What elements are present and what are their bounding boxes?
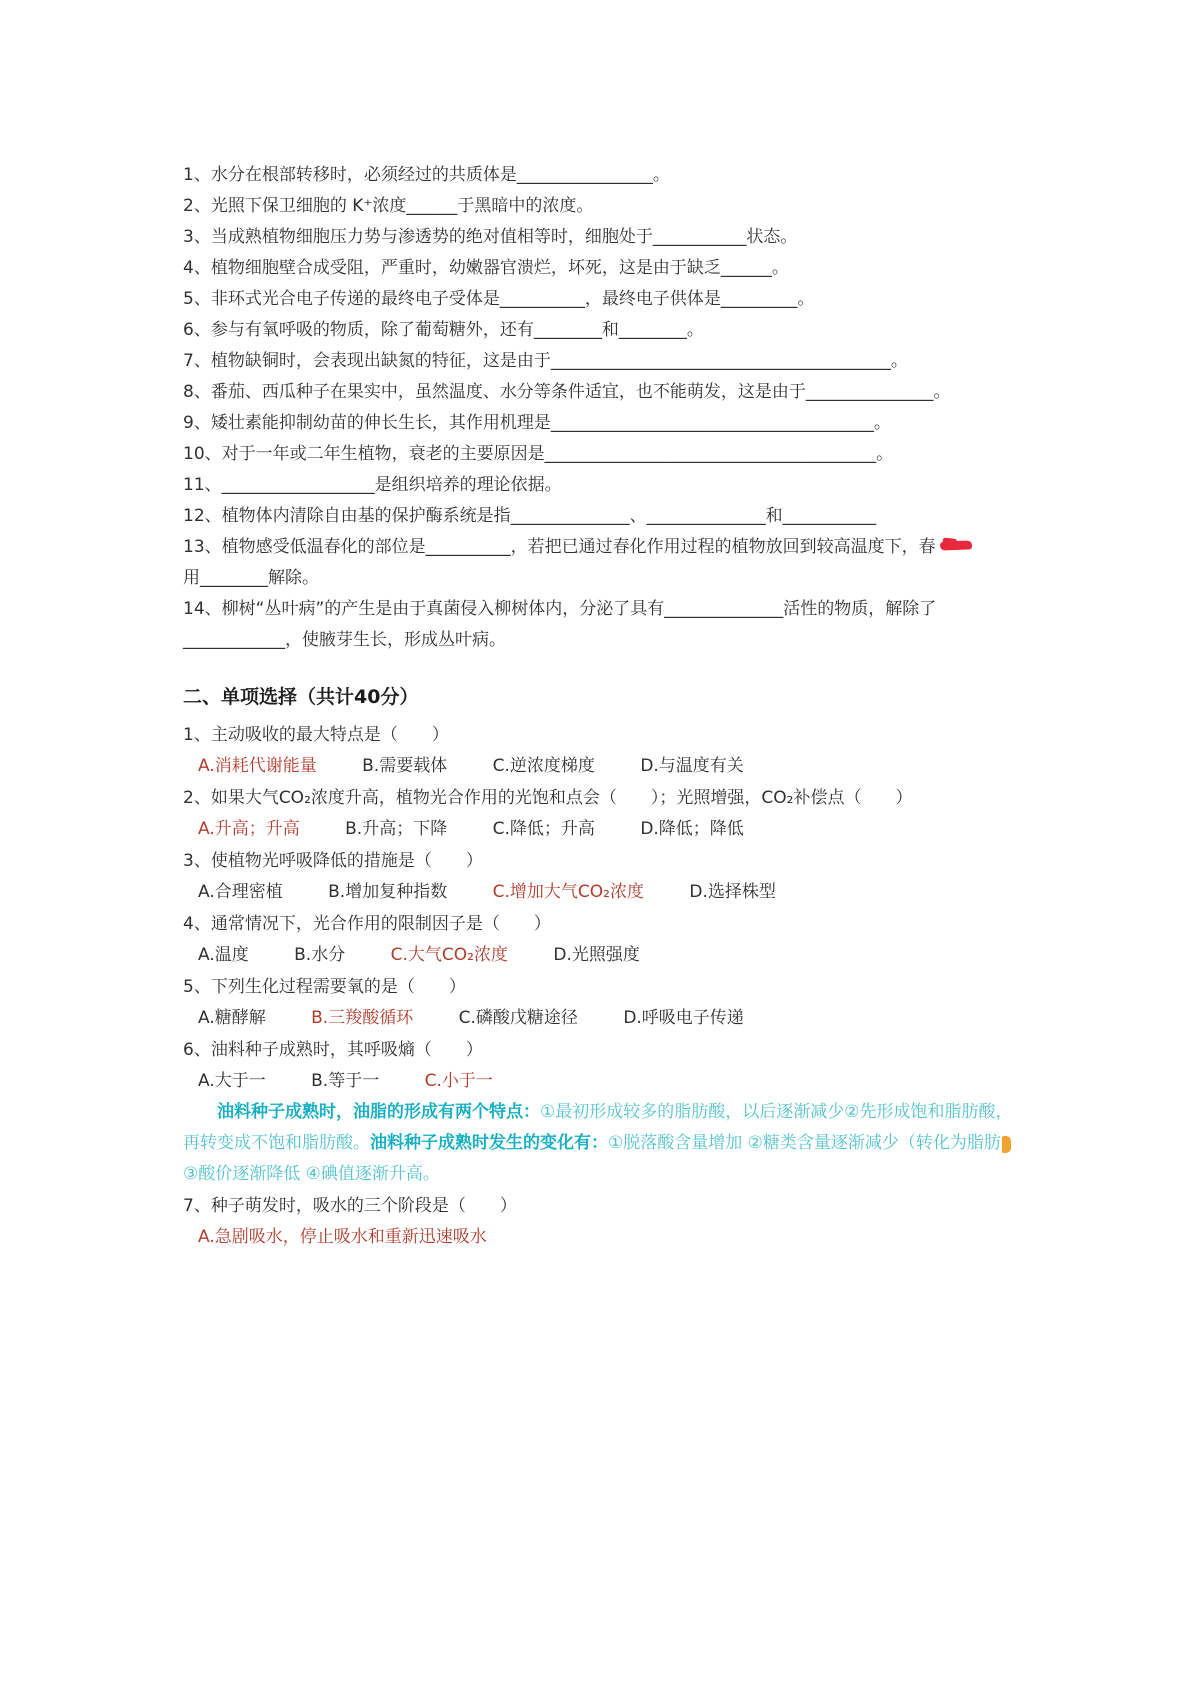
mc-q6-option-c: C.小于一: [424, 1071, 493, 1091]
note-body-3: ①脱落酸含量增加 ②糖类含量逐渐减少（转化为脂肪: [608, 1133, 1001, 1153]
mc-q4-option-b: B.水分: [294, 945, 346, 965]
mc-question-3-stem: 3、使植物光呼吸降低的措施是（ ）: [183, 851, 483, 871]
mc-q1-option-a: A.消耗代谢能量: [198, 756, 317, 776]
mc-q2-option-c: C.降低；升高: [492, 819, 595, 839]
fill-question-14: 14、柳树“丛叶病”的产生是由于真菌侵入柳树体内，分泌了具有______________活性的物质，解除了: [183, 599, 937, 619]
note-body-4: ③酸价逐渐降低 ④碘值逐渐升高。: [183, 1164, 440, 1184]
orange-cursor-mark: [1002, 1136, 1011, 1153]
mc-question-7-options: [183, 1222, 1013, 1253]
fill-question-3: 3、当成熟植物细胞压力势与渗透势的绝对值相等时，细胞处于___________状态。: [183, 227, 798, 247]
fill-question-11: 11、__________________是组织培养的理论依据。: [183, 475, 562, 495]
mc-q6-option-b: B.等于一: [311, 1071, 380, 1091]
mc-question-2-stem: 2、如果大气CO₂浓度升高，植物光合作用的光饱和点会（ ）；光照增强，CO₂补偿点（ ）: [183, 788, 913, 808]
mc-question-5-stem: 5、下列生化过程需要氧的是（ ）: [183, 977, 466, 997]
mc-q3-option-b: B.增加复种指数: [328, 882, 448, 902]
mc-q1-option-d: D.与温度有关: [640, 756, 744, 776]
mc-q3-option-c: C.增加大气CO₂浓度: [492, 882, 644, 902]
exam-page: [183, 160, 1013, 1253]
fill-question-13-continued: 用________解除。: [183, 568, 319, 588]
mc-q4-option-d: D.光照强度: [553, 945, 640, 965]
mc-q4-option-c: C.大气CO₂浓度: [390, 945, 508, 965]
note-body-1: ①最初形成较多的脂肪酸，以后逐渐减少②先形成饱和脂肪酸，: [540, 1102, 1013, 1122]
mc-question-1-stem: 1、主动吸收的最大特点是（ ）: [183, 725, 449, 745]
fill-question-12: 12、植物体内清除自由基的保护酶系统是指______________、______________和___________: [183, 506, 877, 526]
fill-question-13: [183, 532, 1013, 563]
mc-q2-option-a: A.升高；升高: [198, 819, 300, 839]
note-line-2: [183, 1128, 1013, 1159]
fill-question-7: 7、植物缺铜时，会表现出缺氮的特征，这是由于________________________________________。: [183, 351, 908, 371]
mc-q5-option-a: A.糖酵解: [198, 1008, 266, 1028]
fill-question-8: 8、番茄、西瓜种子在果实中，虽然温度、水分等条件适宜，也不能萌发，这是由于_______________。: [183, 382, 951, 402]
note-line-3: [183, 1159, 1013, 1190]
mc-question-2-options: [183, 814, 1013, 845]
mc-q3-option-d: D.选择株型: [689, 882, 776, 902]
mc-q7-option-a: A.急剧吸水，停止吸水和重新迅速吸水: [198, 1227, 487, 1247]
mc-q2-option-b: B.升高；下降: [345, 819, 448, 839]
fill-question-4: 4、植物细胞壁合成受阻，严重时，幼嫩器官溃烂，坏死，这是由于缺乏______。: [183, 258, 789, 278]
fill-in-blank-section: [183, 160, 1013, 656]
mc-q1-option-b: B.需要载体: [362, 756, 448, 776]
mc-question-1-options: [183, 751, 1013, 782]
fill-question-14-continued: ____________，使腋芽生长，形成丛叶病。: [183, 630, 506, 650]
mc-q5-option-c: C.磷酸戊糖途径: [458, 1008, 578, 1028]
mc-q6-option-a: A.大于一: [198, 1071, 266, 1091]
note-lead-2: 油料种子成熟时发生的变化有：: [370, 1133, 608, 1153]
mc-question-6-options: [183, 1066, 1013, 1097]
fill-question-2: 2、光照下保卫细胞的 K⁺浓度______于黑暗中的浓度。: [183, 196, 594, 216]
mc-question-6-stem: 6、油料种子成熟时，其呼吸熵（ ）: [183, 1040, 483, 1060]
mc-q4-option-a: A.温度: [198, 945, 249, 965]
mc-q5-option-b: B.三羧酸循环: [311, 1008, 414, 1028]
fill-question-9: 9、矮壮素能抑制幼苗的伸长生长，其作用机理是______________________________________。: [183, 413, 891, 433]
multiple-choice-section: [183, 720, 1013, 1253]
fill-question-13-text: 13、植物感受低温春化的部位是__________，若把已通过春化作用过程的植物放回到较高温度下，春: [183, 537, 936, 557]
mc-question-3-options: [183, 877, 1013, 908]
fill-question-5: 5、非环式光合电子传递的最终电子受体是__________，最终电子供体是_________。: [183, 289, 815, 309]
mc-question-5-options: [183, 1003, 1013, 1034]
mc-question-7-stem: 7、种子萌发时，吸水的三个阶段是（ ）: [183, 1196, 517, 1216]
note-lead-1: 油料种子成熟时，油脂的形成有两个特点：: [217, 1102, 540, 1122]
mc-question-4-stem: 4、通常情况下，光合作用的限制因子是（ ）: [183, 914, 551, 934]
note-body-2: 再转变成不饱和脂肪酸。: [183, 1133, 370, 1153]
fill-question-10: 10、对于一年或二年生植物，衰老的主要原因是_______________________________________。: [183, 444, 894, 464]
fill-question-6: 6、参与有氧呼吸的物质，除了葡萄糖外，还有________和________。: [183, 320, 704, 340]
answer-explanation-note: [183, 1097, 1013, 1190]
mc-question-4-options: [183, 940, 1013, 971]
mc-q2-option-d: D.降低；降低: [640, 819, 744, 839]
mc-q3-option-a: A.合理密植: [198, 882, 283, 902]
mc-q5-option-d: D.呼吸电子传递: [623, 1008, 744, 1028]
note-line-1: [183, 1097, 1013, 1128]
fill-question-1: 1、水分在根部转移时，必须经过的共质体是________________。: [183, 165, 670, 185]
red-correction-mark: [939, 540, 971, 550]
multiple-choice-heading: 二、单项选择（共计40分）: [183, 686, 419, 708]
mc-q1-option-c: C.逆浓度梯度: [492, 756, 595, 776]
